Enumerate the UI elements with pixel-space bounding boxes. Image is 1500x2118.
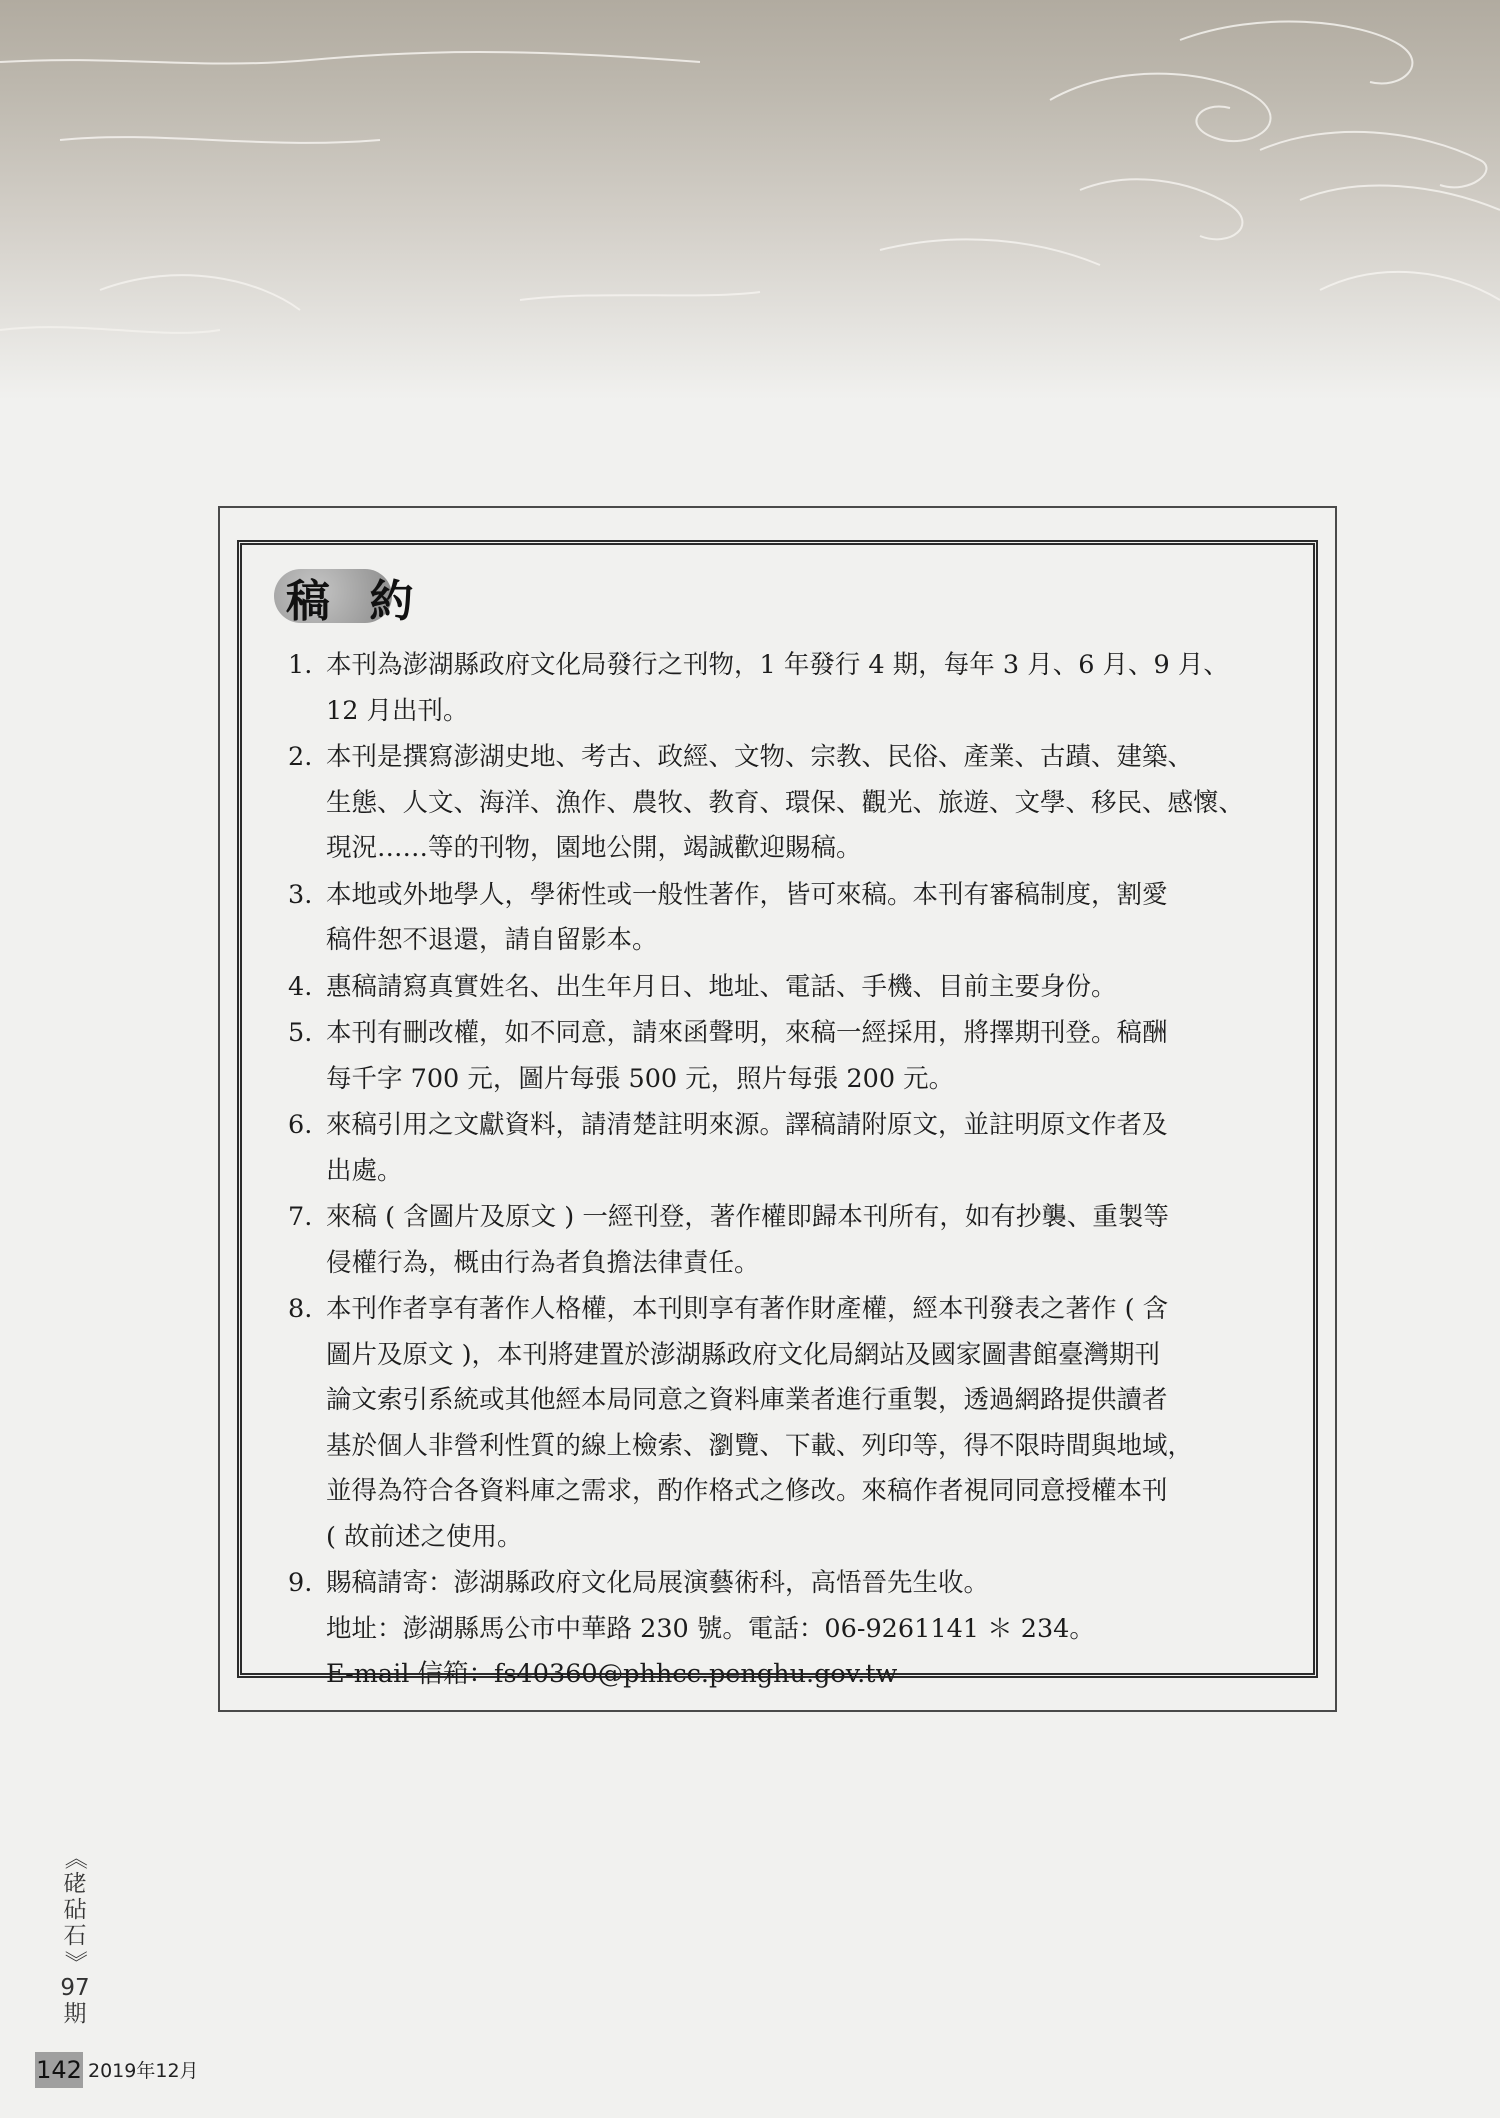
item-line: 侵權行為，概由行為者負擔法律責任。 xyxy=(326,1247,760,1278)
list-item xyxy=(288,1103,1288,1194)
item-line: 論文索引系統或其他經本局同意之資料庫業者進行重製，透過網路提供讀者 xyxy=(326,1385,1168,1415)
header-cloud-band xyxy=(0,0,1500,400)
list-item xyxy=(288,1011,1288,1102)
guidelines-list xyxy=(288,643,1288,1699)
guidelines-inner-border xyxy=(237,540,1318,1689)
item-line: 生態、人文、海洋、漁作、農牧、教育、環保、觀光、旅遊、文學、移民、感懷、 xyxy=(326,787,1245,818)
journal-name-vertical xyxy=(55,1845,95,2027)
item-line: 現況……等的刊物，園地公開，竭誠歡迎賜稿。 xyxy=(326,833,862,863)
item-line: 地址：澎湖縣馬公市中華路 230 號。電話：06-9261141 ＊ 234。 xyxy=(326,1613,1095,1644)
item-line: 出處。 xyxy=(326,1155,403,1186)
item-line: 圖片及原文 )，本刊將建置於澎湖縣政府文化局網站及國家圖書館臺灣期刊 xyxy=(326,1339,1161,1370)
item-line: ( 故前述之使用。 xyxy=(326,1521,523,1552)
item-line: 來稿 ( 含圖片及原文 ) 一經刊登，著作權即歸本刊所有，如有抄襲、重製等 xyxy=(326,1202,1169,1232)
title-row xyxy=(282,567,425,627)
cloud-pattern xyxy=(0,0,1500,400)
item-line: 稿件恕不退還，請自留影本。 xyxy=(326,925,658,955)
submission-guidelines-box xyxy=(218,506,1337,1712)
item-line: 本地或外地學人，學術性或一般性著作，皆可來稿。本刊有審稿制度，割愛 xyxy=(326,879,1168,910)
item-line: 每千字 700 元，圖片每張 500 元，照片每張 200 元。 xyxy=(326,1063,955,1094)
list-item xyxy=(288,873,1288,964)
list-item xyxy=(288,965,1288,1011)
item-number: 6. xyxy=(288,1110,313,1140)
list-item xyxy=(288,1561,1288,1698)
list-item xyxy=(288,1287,1288,1560)
item-line: 賜稿請寄：澎湖縣政府文化局展演藝術科，高悟晉先生收。 xyxy=(326,1568,990,1598)
issue-date: 2019年12月 xyxy=(88,2060,199,2082)
issue-suffix: 期 xyxy=(63,2001,87,2027)
list-item xyxy=(288,643,1288,734)
list-item xyxy=(288,735,1288,872)
item-number: 1. xyxy=(288,650,313,680)
item-number: 9. xyxy=(288,1568,313,1598)
journal-char: 硓 xyxy=(63,1871,87,1897)
item-number: 5. xyxy=(288,1018,313,1048)
item-number: 2. xyxy=(288,742,313,772)
journal-close-mark: 》 xyxy=(62,1950,88,1974)
item-line: 來稿引用之文獻資料，請清楚註明來源。譯稿請附原文，並註明原文作者及 xyxy=(326,1110,1168,1140)
item-line: 本刊為澎湖縣政府文化局發行之刊物，1 年發行 4 期，每年 3 月、6 月、9 月、 xyxy=(326,650,1229,680)
item-line: 12 月出刊。 xyxy=(326,695,469,726)
item-line: 本刊是撰寫澎湖史地、考古、政經、文物、宗教、民俗、產業、古蹟、建築、 xyxy=(326,742,1194,772)
item-line: 基於個人非營利性質的線上檢索、瀏覽、下載、列印等，得不限時間與地域， xyxy=(326,1430,1194,1461)
item-number: 8. xyxy=(288,1294,313,1324)
page-number: 142 xyxy=(35,2052,83,2088)
item-number: 7. xyxy=(288,1202,313,1232)
item-line: 本刊有刪改權，如不同意，請來函聲明，來稿一經採用，將擇期刊登。稿酬 xyxy=(326,1018,1168,1048)
item-line: 惠稿請寫真實姓名、出生年月日、地址、電話、手機、目前主要身份。 xyxy=(326,971,1117,1002)
issue-number: 97 xyxy=(60,1975,90,2001)
item-number: 3. xyxy=(288,879,313,910)
item-line: 並得為符合各資料庫之需求，酌作格式之修改。來稿作者視同同意授權本刊 xyxy=(326,1476,1168,1506)
journal-char: 石 xyxy=(63,1923,87,1949)
item-number: 4. xyxy=(288,971,313,1002)
contact-email: E-mail 信箱：fs40360@phhcc.penghu.gov.tw xyxy=(326,1659,898,1689)
journal-char: 砧 xyxy=(63,1897,87,1923)
journal-open-mark: 《 xyxy=(62,1846,88,1870)
page-title: 稿 約 xyxy=(286,576,426,627)
item-line: 本刊作者享有著作人格權，本刊則享有著作財產權，經本刊發表之著作 ( 含 xyxy=(326,1294,1169,1324)
list-item xyxy=(288,1195,1288,1286)
